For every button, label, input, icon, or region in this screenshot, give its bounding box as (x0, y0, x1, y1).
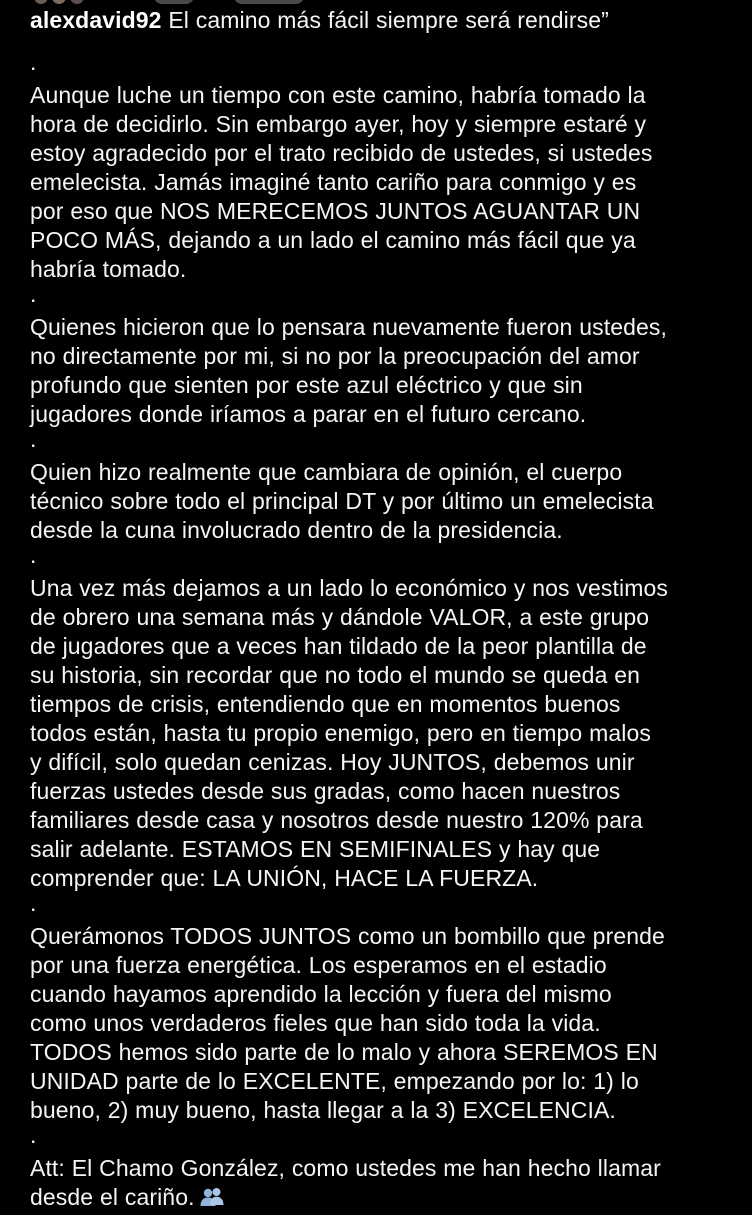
caption-closing (30, 1154, 730, 1212)
separator-dot: . (30, 281, 37, 307)
avatar[interactable] (70, 0, 84, 4)
separator-dot: . (30, 542, 37, 568)
caption-paragraph-2: Quienes hicieron que lo pensara nuevamente fueron ustedes, no directamente por mi, si no por la preocupación del amor profundo que sienten por este azul eléctrico y que sin jugadores donde iríamos a parar en el futuro cercano. (30, 314, 667, 427)
caption-paragraph-5: Querámonos TODOS JUNTOS como un bombillo que prende por una fuerza energética. Los esperamos en el estadio cuando hayamos aprendido la lección y fuera del mismo como unos verdaderos fieles que han sido toda la vida. TODOS hemos sido parte de lo malo y ahora SEREMOS EN UNIDAD parte de lo EXCELENTE, empezando por lo: 1) lo bueno, 2) muy bueno, hasta llegar a la 3) EXCELENCIA. (30, 923, 665, 1123)
caption-first-line (30, 6, 730, 35)
separator-dot: . (30, 426, 37, 452)
closing-text: Att: El Chamo González, como ustedes me han hecho llamar desde el cariño. (30, 1155, 661, 1210)
caption-paragraph-4: Una vez más dejamos a un lado lo económico y nos vestimos de obrero una semana más y dándole VALOR, a este grupo de jugadores que a veces han tildado de la peor plantilla de su historia, sin recordar que no todo el mundo se queda en tiempos de crisis, entendiendo que en momentos buenos todos están, hasta tu propio enemigo, pero en tiempo malos y difícil, solo quedan cenizas. Hoy JUNTOS, debemos unir fuerzas ustedes desde sus gradas, como hacen nuestros familiares desde casa y nosotros desde nuestro 120% para salir adelante. ESTAMOS EN SEMIFINALES y hay que comprender que: LA UNIÓN, HACE LA FUERZA. (30, 575, 668, 891)
separator-dot: . (30, 890, 37, 916)
avatar (234, 0, 304, 4)
caption-paragraph-3: Quien hizo realmente que cambiara de opinión, el cuerpo técnico sobre todo el principal DT y por último un emelecista desde la cuna involucrado dentro de la presidencia. (30, 459, 654, 543)
busts-in-silhouette-icon (199, 1186, 225, 1208)
post-caption (30, 6, 730, 1212)
avatar (154, 0, 194, 4)
username-link[interactable]: alexdavid92 (30, 7, 162, 33)
separator-dot: . (30, 1122, 37, 1148)
avatar[interactable] (52, 0, 66, 4)
avatar[interactable] (34, 0, 48, 4)
caption-opening: El camino más fácil siempre será rendirse” (161, 7, 609, 33)
separator-dot: . (30, 49, 37, 75)
caption-paragraph-1: Aunque luche un tiempo con este camino, habría tomado la hora de decidirlo. Sin embargo ayer, hoy y siempre estaré y estoy agradecido por el trato recibido de ustedes, si ustedes emelecista. Jamás imaginé tanto cariño para conmigo y es por eso que NOS MERECEMOS JUNTOS AGUANTAR UN POCO MÁS, dejando a un lado el camino más fácil que ya habría tomado. (30, 82, 653, 282)
